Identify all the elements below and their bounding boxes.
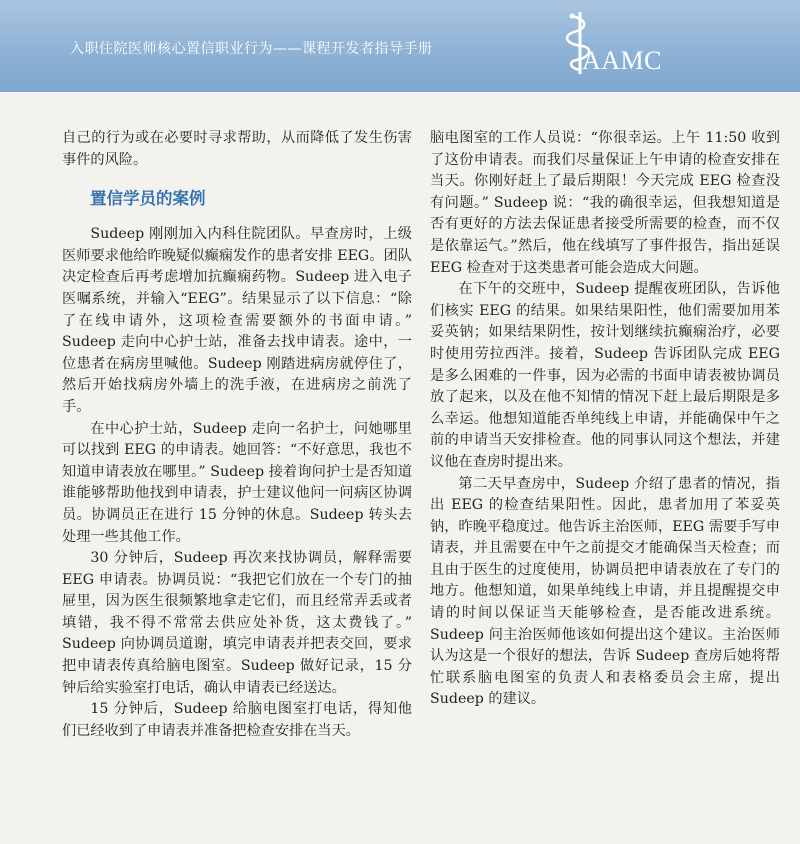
intro-paragraph: 自己的行为或在必要时寻求帮助，从而降低了发生伤害事件的风险。 — [62, 130, 412, 168]
body-paragraph: 第二天早查房中，Sudeep 介绍了患者的情况，指出 EEG 的检查结果阳性。因此，患者加用了苯妥英钠，昨晚平稳度过。他告诉主治医师，EEG 需要手写申请表，并且需要在中午之前提交才能确保当天检查；而且由于医生的过度使用，协调员把申请表放在了专门的地方。他想知道，如果单纯线上申请，并且提醒提交申请的时间以保证当天能够检查，是否能改进系统。Sudeep 问主治医师他该如何提出这个建议。主治医师认为这是一个很好的想法，告诉 Sudeep 查房后她将帮忙联系脑电图室的负责人和表格委员会主席，提出 Sudeep 的建议。 — [430, 475, 780, 708]
left-column — [62, 128, 412, 742]
body-paragraph: 15 分钟后，Sudeep 给脑电图室打电话，得知他们已经收到了申请表并准备把检查安排在当天。 — [62, 701, 412, 739]
body-paragraph: Sudeep 刚刚加入内科住院团队。早查房时，上级医师要求他给昨晚疑似癫痫发作的患者安排 EEG。团队决定检查后再考虑增加抗癫痫药物。Sudeep 进入电子医嘱系统，并输入“EEG”。结果显示了以下信息：“除了在线申请外，这项检查需要额外的书面申请。” Sudeep 走向中心护士站，准备去找申请表。途中，一位患者在病房里喊他。Sudeep 刚踏进病房就停住了，然后开始找病房外墙上的洗手液，在进病房之前洗了手。 — [62, 226, 412, 415]
page-header-band — [0, 0, 800, 92]
body-paragraph: 在中心护士站，Sudeep 走向一名护士，问她哪里可以找到 EEG 的申请表。她回答：“不好意思，我也不知道申请表放在哪里。” Sudeep 接着询问护士是否知道谁能够帮助他找到申请表，护士建议他问一问病区协调员。协调员正在进行 15 分钟的休息。Sudeep 转头去处理一些其他工作。 — [62, 420, 412, 545]
right-column — [430, 128, 780, 711]
aamc-logo-text: AAMC — [582, 46, 663, 75]
body-paragraph: 脑电图室的工作人员说：“你很幸运。上午 11:50 收到了这份申请表。而我们尽量保证上午申请的检查安排在当天。你刚好赶上了最后期限！今天完成 EEG 检查没有问题。” Sudeep 说：“我的确很幸运，但我想知道是否有更好的方法去保证患者接受所需要的检查，而不仅是依靠运气。”然后，他在线填写了事件报告，指出延误 EEG 检查对于这类患者可能会造成大问题。 — [430, 130, 780, 276]
running-header-title: 入职住院医师核心置信职业行为——课程开发者指导手册 — [70, 41, 433, 57]
body-paragraph: 30 分钟后，Sudeep 再次来找协调员，解释需要 EEG 申请表。协调员说：“我把它们放在一个专门的抽屉里，因为医生很频繁地拿走它们，而且经常弄丢或者填错，我不得不常常去供应处补货，这太费钱了。” Sudeep 向协调员道谢，填完申请表并把表交回，要求把申请表传真给脑电图室。Sudeep 做好记录，15 分钟后给实验室打电话，确认申请表已经送达。 — [62, 550, 412, 696]
section-heading: 置信学员的案例 — [90, 189, 206, 209]
body-paragraph: 在下午的交班中，Sudeep 提醒夜班团队，告诉他们核实 EEG 的结果。如果结果阳性，他们需要加用苯妥英钠；如果结果阴性，按计划继续抗癫痫治疗，必要时使用劳拉西泮。接着，Sudeep 告诉团队完成 EEG 是多么困难的一件事，因为必需的书面申请表被协调员放了起来，以及在他不知情的情况下赶上最后期限是多么幸运。他想知道能否单纯线上申请，并能确保中午之前的申请当天安排检查。他的同事认同这个想法，并建议他在查房时提出来。 — [430, 281, 780, 470]
